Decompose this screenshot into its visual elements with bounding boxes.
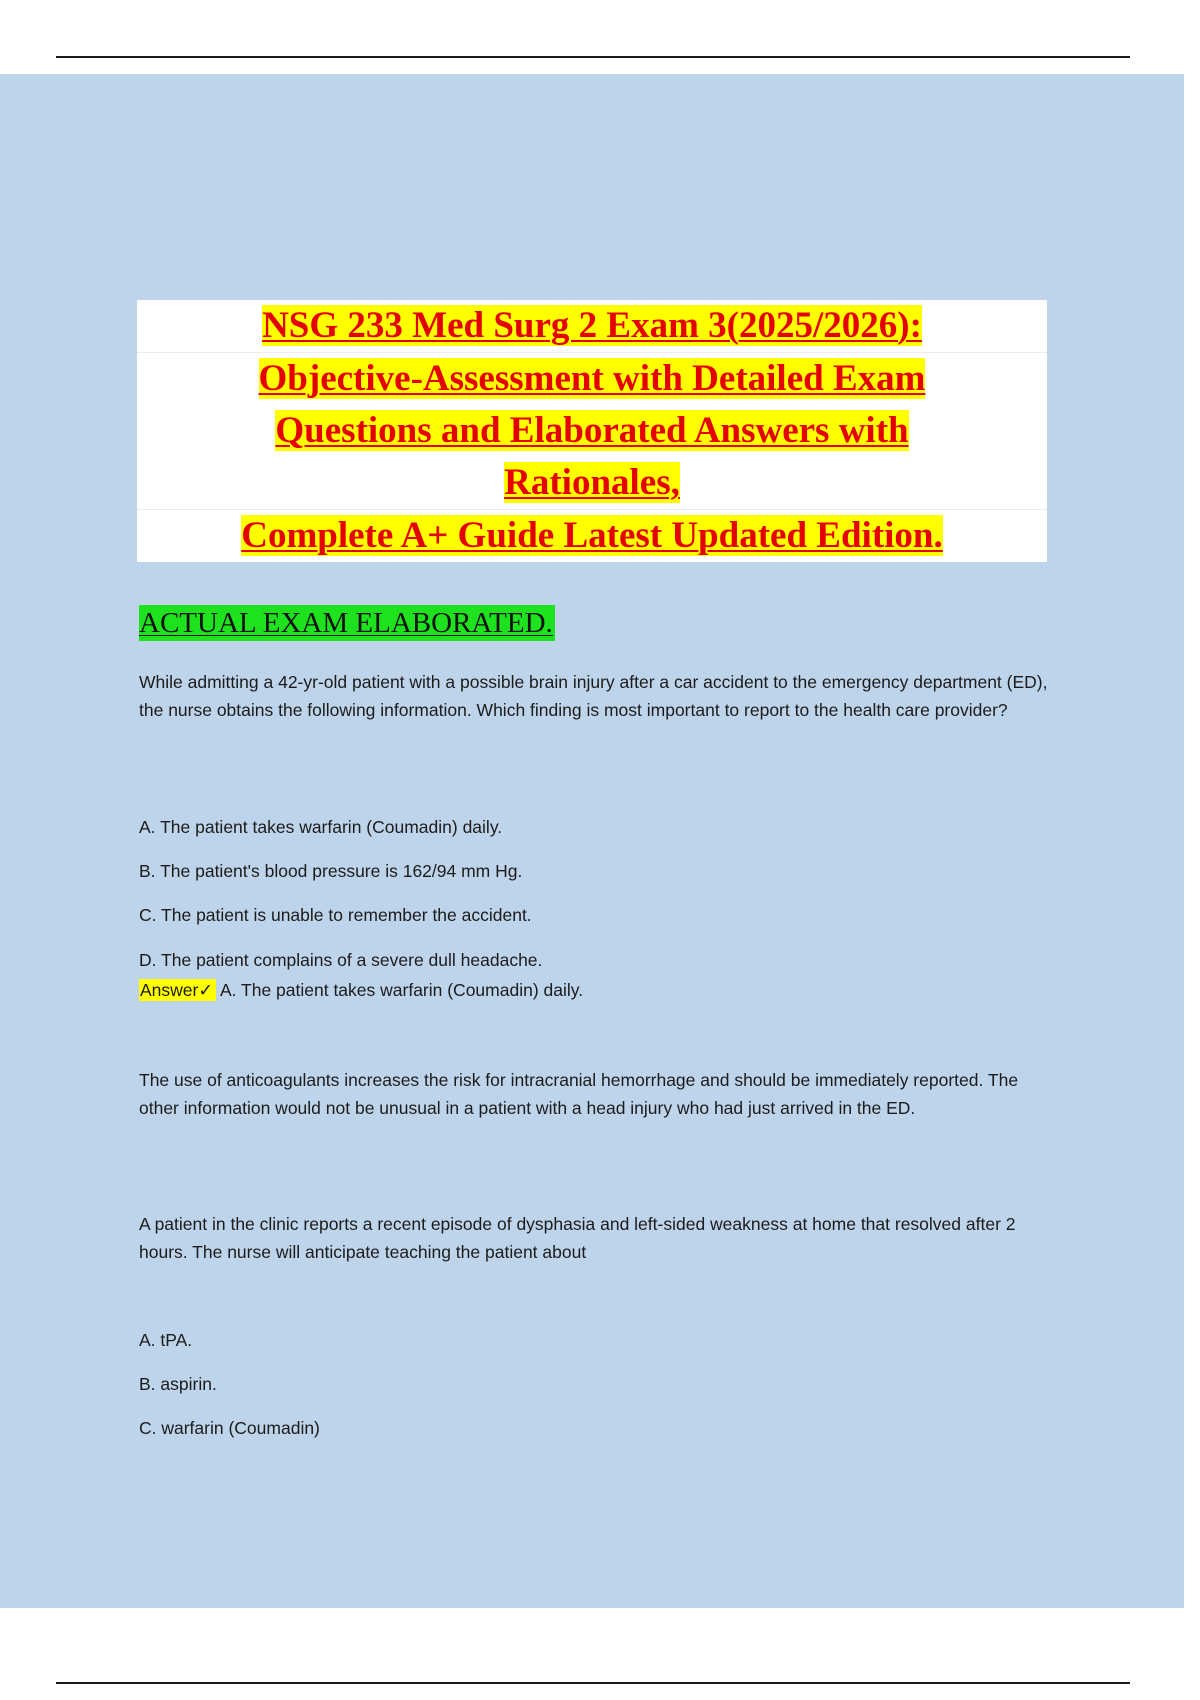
answer-label: Answer✓ [139, 979, 216, 1001]
question-1-rationale: The use of anticoagulants increases the risk for intracranial hemorrhage and should be immediately reported. The other information would not be unusual in a patient with a head injury who had just arrived in the ED. [139, 1070, 1019, 1118]
question-1-option-c: C. The patient is unable to remember the accident. [139, 905, 532, 925]
question-1-option-b: B. The patient's blood pressure is 162/94 mm Hg. [139, 861, 523, 881]
title-line-3: Questions and Elaborated Answers with [275, 410, 909, 451]
title-block [137, 300, 1047, 562]
title-line-5: Complete A+ Guide Latest Updated Edition. [241, 515, 943, 556]
question-1-stem: While admitting a 42-yr-old patient with a possible brain injury after a car accident to the emergency department (ED), the nurse obtains the following information. Which finding is most important to report to the health care provider? [139, 672, 1048, 720]
question-1-option-a: A. The patient takes warfarin (Coumadin) daily. [139, 817, 503, 837]
question-2-stem: A patient in the clinic reports a recent episode of dysphasia and left-sided weakness at home that resolved after 2 hours. The nurse will anticipate teaching the patient about [139, 1214, 1016, 1262]
answer-text: A. The patient takes warfarin (Coumadin) daily. [219, 980, 584, 1000]
section-heading: ACTUAL EXAM ELABORATED. [139, 607, 553, 639]
question-1-answer [139, 978, 583, 1002]
question-2-option-a: A. tPA. [139, 1330, 193, 1350]
top-rule [56, 56, 1130, 58]
question-2-option-b: B. aspirin. [139, 1374, 217, 1394]
title-line-2: Objective-Assessment with Detailed Exam [258, 358, 926, 399]
title-line-1: NSG 233 Med Surg 2 Exam 3(2025/2026): [137, 300, 1047, 353]
question-2-option-c: C. warfarin (Coumadin) [139, 1418, 320, 1438]
title-line-4: Rationales, [137, 457, 1047, 510]
bottom-rule [56, 1682, 1130, 1684]
question-1-option-d: D. The patient complains of a severe dull headache. [139, 950, 543, 970]
